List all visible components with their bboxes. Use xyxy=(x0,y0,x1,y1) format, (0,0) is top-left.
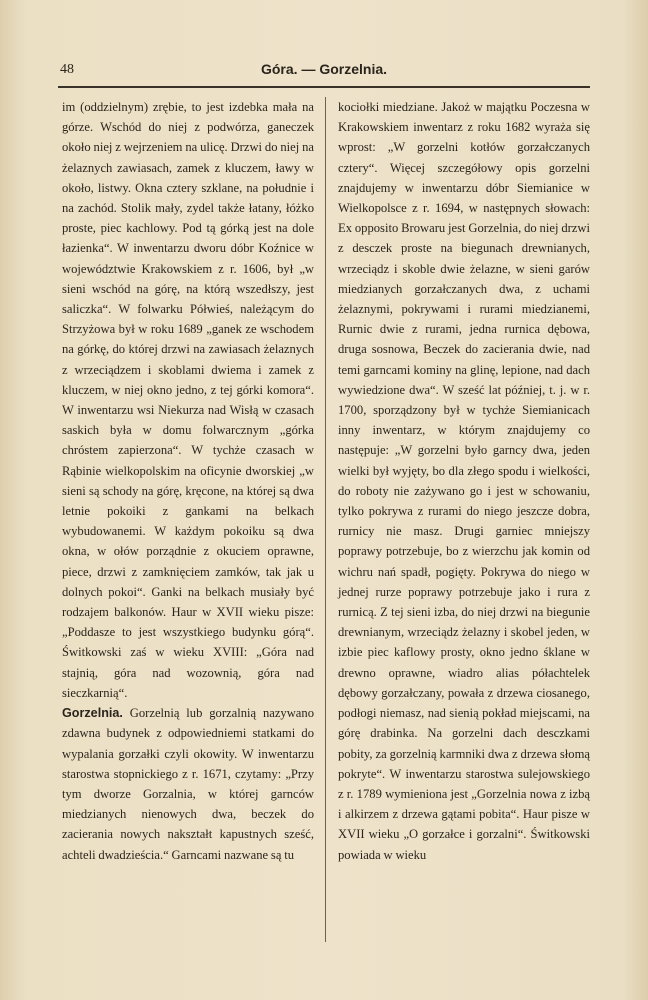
left-paragraph-2 xyxy=(62,703,314,865)
header-rule xyxy=(58,86,590,88)
left-column xyxy=(62,97,314,865)
right-paragraph-1: kociołki miedziane. Jakoż w majątku Poczesna w Krakowskiem inwentarz z roku 1682 wyraża się wprost: „W gorzelni kotłów gorzałczanych cztery“. Więcej szczegółowy opis gorzelni znajdujemy w inwentarzu dóbr Siemianice w Wielkopolsce z r. 1694, w następnych słowach: Ex opposito Browaru jest Gorzelnia, do niej drzwi z desczek proste na biegunach drewnianych, wrzeciądz i skoble dwie żelazne, w sieni garów miedzianych gorzałczanych dwa, z uchami żelaznymi, pokrywami i rurami miedzianemi, Rurnic dwie z rurami, jedna rurnica dębowa, druga sosnowa, Beczek do zacierania dwie, nad temi garncami kominy na glinę, lepione, nad dach wywiedzione dwa“. W sześć lat później, t. j. w r. 1700, sporządzony był w tychże Siemianicach inny inwentarz, w którym znajdujemy co następuje: „W gorzelni było garncy dwa, jeden wielki był wyjęty, bo dla złego spodu i wielkości, do roboty nie zażywano go i jest w schowaniu, tylko pokrywa z rurami do niego jeszcze dobra, rurnicy nie masz. Drugi garniec mniejszy poprawy potrzebuje, bo z wierzchu jak komin od wichru nań spadł, pogięty. Pokrywa do niego w jednej rurze poprawy potrzebuje jako i rura z rurnicą. Z tej sieni izba, do niej drzwi na biegunie drewnianym, wrzeciądz żelazny i skobel jeden, w izbie piec kaflowy prosty, okno jedno śklane w drewno oprawne, wiadro alias półachtelek dębowy gorzałczany, powała z drzewa ciosanego, podłogi niemasz, nad sienią pokład miejscami, na górę drabinka. Na gorzelni dach desczkami pobity, za gorzelnią karmniki dwa z drzewa słomą pokryte“. W inwentarzu starostwa sulejowskiego z r. 1789 wymieniona jest „Gorzelnia nowa z izbą i alkirzem z drzewa gątami pobita“. Haur pisze w XVII wieku „O gorzałce i gorzalni“. Świtkowski powiada w wieku xyxy=(338,100,590,862)
page-number: 48 xyxy=(60,62,74,77)
entry-title: Gorzelnia. xyxy=(62,706,123,721)
right-column xyxy=(338,97,590,865)
left-paragraph-1: im (oddzielnym) zrębie, to jest izdebka mała na górze. Wschód do niej z podwórza, ganeczek około niej z wejrzeniem na ulicę. Drzwi do niej na żelaznych zawiasach, zamek z kluczem, ławy w około, listwy. Okna cztery szklane, na południe i na zachód. Stolik mały, zydel także łatany, łóżko proste, piec kachlowy. Pod tą górką jest na dole łazienka“. W inwentarzu dworu dóbr Koźnice w województwie Krakowskiem z r. 1606, był „w sieni wschód na górę, na którą wszedłszy, jest saliczka“. W folwarku Półwieś, należącym do Strzyżowa był w roku 1689 „ganek ze wschodem na górkę, do której drzwi na zawiasach żelaznych z wrzeciądzem i skoblami dwiema i zamek z kluczem, w niej okno jedno, z tej górki komora“. W inwentarzu wsi Niekurza nad Wisłą w czasach saskich była w domu folwarcznym „górka chróstem zapierzona“. W tychże czasach w Rąbinie wielkopolskim na oficynie dworskiej „w sieni są schody na górę, kręcone, na której są dwa letnie pokoiki z gankami na belkach wybudowanemi. W każdym pokoiku są dwa okna, w ołów porządnie z okuciem oprawne, piece, drzwi z zamknięciem zamków, tak jak u dolnych pokoi“. Ganki na belkach musiały być rodzajem balkonów. Haur w XVII wieku pisze: „Poddasze to jest wszystkiego budynku górą“. Świtkowski zaś w wieku XVIII: „Góra nad stajnią, góra nad wozownią, góra nad sieczkarnią“. xyxy=(62,100,314,700)
page-header xyxy=(58,60,590,82)
entry-body: Gorzelnią lub gorzalnią nazywano zdawna budynek z odpowiedniemi statkami do wypalania gorzałki czyli okowity. W inwentarzu starostwa stopnickiego z r. 1671, czytamy: „Przy tym dworze Gorzalnia, w której garnców miedzianych nienowych dwa, beczek do zacierania nowych nakształt kapustnych sześć, achteli dwadzieścia.“ Garncami nazwane są tu xyxy=(62,706,314,862)
column-divider xyxy=(325,97,326,942)
running-title: Góra. — Gorzelnia. xyxy=(260,61,388,77)
